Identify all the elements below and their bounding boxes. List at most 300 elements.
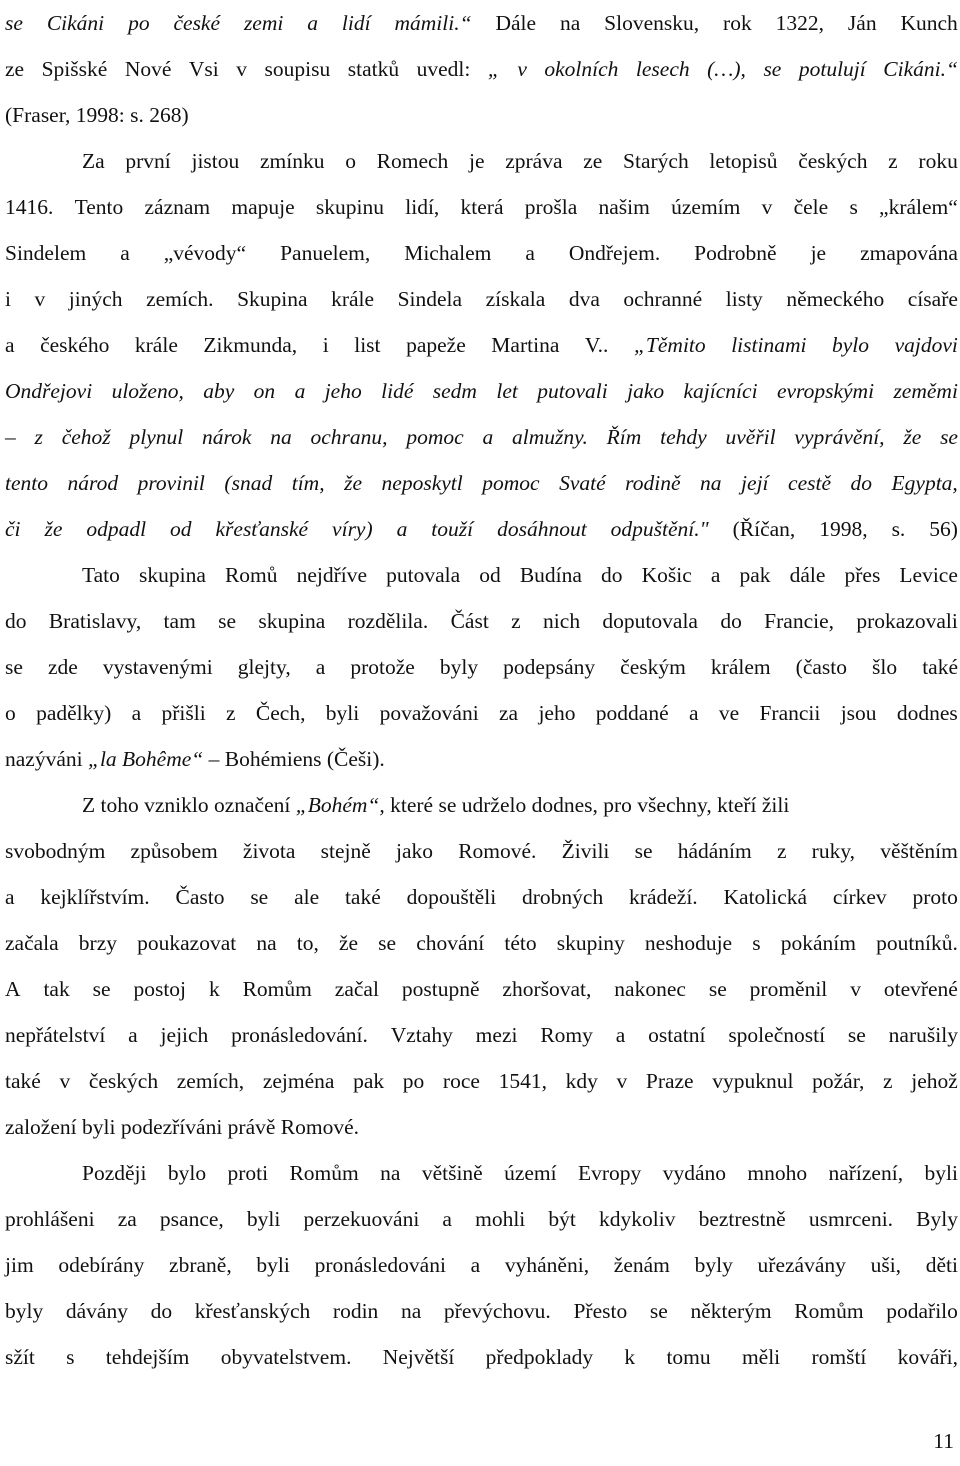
word: za — [499, 701, 519, 725]
word: kováři, — [897, 1345, 958, 1369]
word: dávány — [65, 1299, 128, 1323]
word: 1416. — [5, 195, 54, 219]
word: listy — [725, 287, 763, 311]
word: pak — [353, 1069, 385, 1093]
word: Dále — [495, 11, 537, 35]
text-line — [5, 552, 958, 598]
word: jejich — [160, 1023, 209, 1047]
word: měli — [741, 1345, 781, 1369]
word: bylo — [167, 1161, 207, 1185]
word: (…), — [707, 57, 746, 81]
word: byli — [246, 1207, 281, 1231]
word: okolních — [544, 57, 619, 81]
word: a — [525, 241, 535, 265]
word: Přesto — [573, 1299, 628, 1323]
word: protože — [350, 655, 415, 679]
word: a — [307, 11, 319, 35]
word: statků — [347, 57, 400, 81]
word: po — [128, 11, 150, 35]
word: v — [59, 1069, 71, 1093]
word: k — [208, 977, 220, 1001]
word: Levice — [899, 563, 958, 587]
word: na — [270, 425, 292, 449]
word: Vsi — [188, 57, 219, 81]
word: plynul — [129, 425, 184, 449]
text-line — [5, 322, 958, 368]
word: dodnes — [896, 701, 958, 725]
word: zmapována — [860, 241, 958, 265]
word: byli — [256, 1253, 290, 1277]
word: mezi — [475, 1023, 518, 1047]
word: mohli — [475, 1207, 526, 1231]
word: Podrobně — [694, 241, 777, 265]
text-line — [5, 0, 958, 46]
word: uvěřil — [725, 425, 776, 449]
word: A — [5, 977, 21, 1001]
word: tehdy — [660, 425, 707, 449]
word: také — [922, 655, 958, 679]
word: mnoho — [747, 1161, 808, 1185]
word: lidé — [381, 379, 414, 403]
word: zmínku — [259, 149, 325, 173]
word: ze — [5, 57, 25, 81]
word: Slovensku, — [604, 11, 700, 35]
word: jeho — [324, 379, 362, 403]
word: doputovala — [602, 609, 698, 633]
word: Romů — [224, 563, 278, 587]
word: listinami — [731, 333, 807, 357]
word: je — [810, 241, 827, 265]
word: zbraně, — [169, 1253, 232, 1277]
word: Často — [175, 885, 225, 909]
word: drobných — [522, 885, 604, 909]
text-line — [5, 1334, 958, 1380]
word: lesech — [635, 57, 690, 81]
word: že — [344, 471, 363, 495]
word: za — [117, 1207, 137, 1231]
word: se — [5, 655, 23, 679]
word: a — [5, 333, 15, 357]
document-page — [5, 0, 958, 1380]
word: v — [761, 195, 773, 219]
word: s — [66, 1345, 75, 1369]
word: Byly — [916, 1207, 958, 1231]
word: jeho — [538, 701, 576, 725]
word: vydáno — [662, 1161, 726, 1185]
word: soupisu — [264, 57, 331, 81]
text-line — [5, 782, 958, 828]
word: křesťanské — [215, 517, 309, 541]
word: proměnil — [749, 977, 828, 1001]
word: území — [504, 1161, 557, 1185]
word: nařízení, — [828, 1161, 904, 1185]
word: českého — [40, 333, 110, 357]
word: pronásledování. — [231, 1023, 368, 1047]
word: do — [850, 471, 873, 495]
word: „vévody“ — [163, 241, 247, 265]
word: stejně — [320, 839, 371, 863]
word: a — [131, 701, 142, 725]
word: o — [345, 149, 356, 173]
word: to, — [296, 931, 319, 955]
word: na — [700, 471, 722, 495]
word: od — [170, 517, 192, 541]
word: Ján — [847, 11, 877, 35]
word: a — [688, 701, 699, 725]
word: Bratislavy, — [48, 609, 142, 633]
word: obyvatelstvem. — [220, 1345, 352, 1369]
word: na — [559, 11, 581, 35]
word: byli — [325, 701, 360, 725]
word: z — [226, 701, 236, 725]
text-line — [5, 506, 958, 552]
word: krádeží. — [629, 885, 698, 909]
word: děti — [925, 1253, 958, 1277]
word: 56) — [929, 517, 958, 541]
word: podepsány — [503, 655, 596, 679]
word: mámili.“ — [394, 11, 472, 35]
word: že — [44, 517, 63, 541]
word: se — [378, 931, 397, 955]
word: 1541, — [498, 1069, 547, 1093]
word: v — [616, 1069, 628, 1093]
word: s — [849, 195, 858, 219]
word: poukazovat — [137, 931, 237, 955]
text-line — [5, 184, 958, 230]
word: rodině — [625, 471, 681, 495]
word: potulují — [798, 57, 866, 81]
word: ochranné — [623, 287, 703, 311]
word: Tato — [82, 563, 120, 587]
word: on — [253, 379, 276, 403]
word: Romům — [242, 977, 312, 1001]
text-line — [5, 828, 958, 874]
word: většině — [421, 1161, 483, 1185]
word: Starých — [623, 149, 689, 173]
word: skupina — [258, 609, 326, 633]
word: Ondřejovi — [5, 379, 93, 403]
word: (Říčan, — [732, 517, 796, 541]
word: začala — [5, 931, 59, 955]
word: Ondřejem. — [568, 241, 661, 265]
word: Část — [450, 609, 489, 633]
word: a — [710, 563, 721, 587]
word: Martina — [491, 333, 560, 357]
word: rodin — [332, 1299, 379, 1323]
word: života — [242, 839, 296, 863]
word: letopisů — [709, 149, 778, 173]
word: a — [128, 1023, 138, 1047]
word: list — [354, 333, 381, 357]
word: zeměmi — [893, 379, 958, 403]
word: neshoduje — [644, 931, 733, 955]
word: tím, — [291, 471, 325, 495]
word: Svaté — [559, 471, 606, 495]
word: předpoklady — [485, 1345, 594, 1369]
word: glejty, — [237, 655, 291, 679]
word: putovali — [537, 379, 608, 403]
word: Francii — [759, 701, 821, 725]
text-line — [5, 460, 958, 506]
word: v — [517, 57, 527, 81]
word: rozdělila. — [347, 609, 429, 633]
word: brzy — [78, 931, 117, 955]
word: z — [776, 839, 787, 863]
word: a — [482, 425, 494, 449]
word: která — [460, 195, 504, 219]
text-segment: Z toho vzniklo označení — [82, 793, 296, 817]
word: a — [294, 379, 306, 403]
word: ženám — [613, 1253, 670, 1277]
word: se — [649, 1299, 668, 1323]
text-line — [5, 414, 958, 460]
word: ostatní — [648, 1023, 706, 1047]
word: ale — [294, 885, 320, 909]
word: ze — [583, 149, 603, 173]
word: 1998, — [819, 517, 868, 541]
word: jehož — [911, 1069, 958, 1093]
word: první — [125, 149, 171, 173]
word: pomoc — [482, 471, 540, 495]
word: českých — [88, 1069, 159, 1093]
text-line — [5, 230, 958, 276]
word: skupiny — [556, 931, 625, 955]
word: i — [5, 287, 11, 311]
word: víry) — [332, 517, 373, 541]
text-line — [5, 1058, 958, 1104]
word: Nové — [124, 57, 172, 81]
word: Později — [82, 1161, 147, 1185]
word: dopouštěli — [406, 885, 497, 909]
word: sžít — [5, 1345, 35, 1369]
word: chování — [416, 931, 485, 955]
word: usmrceni. — [808, 1207, 894, 1231]
text-line — [5, 276, 958, 322]
word: provinil — [137, 471, 205, 495]
word: české — [173, 11, 221, 35]
word: prohlášeni — [5, 1207, 95, 1231]
word: vyprávění, — [794, 425, 885, 449]
word: „králem“ — [879, 195, 958, 219]
text-segment: které se udrželo dodnes, pro všechny, kteří žili — [384, 793, 790, 817]
word: nárok — [202, 425, 252, 449]
word: dva — [568, 287, 600, 311]
word: Praze — [645, 1069, 694, 1093]
word: vystavenými — [102, 655, 213, 679]
word: kejklířstvím. — [40, 885, 150, 909]
text-line — [5, 1196, 958, 1242]
word: perzekuováni — [303, 1207, 420, 1231]
word: lidí — [341, 11, 371, 35]
word: zemích, — [176, 1069, 245, 1093]
word: Skupina — [237, 287, 308, 311]
page-number: 11 — [933, 1429, 954, 1453]
word: byli — [924, 1161, 958, 1185]
word: z — [511, 609, 521, 633]
word: také — [344, 885, 381, 909]
word: z — [888, 149, 898, 173]
word: na — [380, 1161, 401, 1185]
word: a — [5, 885, 15, 909]
word: Čech, — [255, 701, 306, 725]
text-segment: – Bohémiens (Češi). — [203, 747, 385, 771]
word: 1322, — [775, 11, 824, 35]
word: podařilo — [886, 1299, 958, 1323]
word: pokáním — [780, 931, 856, 955]
word: se — [940, 425, 958, 449]
word: tam — [163, 609, 196, 633]
word: zemích. — [146, 287, 214, 311]
word: jako — [627, 379, 665, 403]
word: putovala — [386, 563, 461, 587]
word: Egypta, — [891, 471, 958, 495]
word: roce — [442, 1069, 480, 1093]
word: otevřené — [883, 977, 958, 1001]
word: způsobem — [130, 839, 218, 863]
word: Romy — [540, 1023, 593, 1047]
word: a — [615, 1023, 626, 1047]
word: uvedl: — [416, 57, 471, 81]
text-segment: založení byli podezříváni právě Romové. — [5, 1115, 360, 1139]
word: a — [470, 1253, 481, 1277]
word: či — [5, 517, 21, 541]
word: císaře — [907, 287, 958, 311]
word: získala — [485, 287, 546, 311]
word: poddané — [595, 701, 669, 725]
word: na — [256, 931, 277, 955]
text-line — [5, 920, 958, 966]
word: V.. — [584, 333, 609, 357]
word: kdy — [565, 1069, 598, 1093]
word: – — [5, 425, 16, 449]
word: že — [903, 425, 922, 449]
text-segment: nazýváni — [5, 747, 88, 771]
word: uloženo, — [111, 379, 184, 403]
word: do — [5, 609, 27, 633]
text-line — [5, 368, 958, 414]
word: církev — [832, 885, 887, 909]
word: svobodným — [5, 839, 106, 863]
word: roku — [918, 149, 958, 173]
word: Cikáni — [46, 11, 105, 35]
word: hádáním — [677, 839, 752, 863]
word: Romové. — [458, 839, 537, 863]
text-line — [5, 598, 958, 644]
word: se — [218, 609, 237, 633]
word: Řím — [606, 425, 642, 449]
text-line — [5, 736, 958, 782]
word: tomu — [666, 1345, 711, 1369]
word: Zikmunda, — [203, 333, 298, 357]
word: se — [92, 977, 111, 1001]
word: proti — [227, 1161, 269, 1185]
word: se — [847, 1023, 866, 1047]
text-line — [5, 644, 958, 690]
word: postupně — [401, 977, 480, 1001]
word: let — [496, 379, 518, 403]
word: přišli — [161, 701, 206, 725]
word: ochranu, — [310, 425, 388, 449]
word: ruky, — [811, 839, 856, 863]
word: uřezávány — [757, 1253, 846, 1277]
word: jiných — [68, 287, 123, 311]
word: pomoc — [406, 425, 464, 449]
word: Kunch — [900, 11, 958, 35]
word: ve — [718, 701, 740, 725]
word: uši, — [870, 1253, 902, 1277]
word: národ — [67, 471, 119, 495]
word: padělky) — [36, 701, 112, 725]
word: kdykoliv — [599, 1207, 676, 1231]
word: převýchovu. — [443, 1299, 551, 1323]
word: Za — [82, 149, 105, 173]
word: mapuje — [231, 195, 295, 219]
word: byly — [439, 655, 479, 679]
word: skupinu — [315, 195, 385, 219]
word: začal — [334, 977, 379, 1001]
word: králem — [710, 655, 771, 679]
word: k — [624, 1345, 636, 1369]
word: českých — [798, 149, 868, 173]
word: do — [601, 563, 623, 587]
word: v — [850, 977, 861, 1001]
word: lidí, — [405, 195, 440, 219]
word: tento — [5, 471, 48, 495]
word: prošla — [524, 195, 578, 219]
text-line — [5, 138, 958, 184]
word: do — [720, 609, 742, 633]
word: vyháněni, — [504, 1253, 590, 1277]
word: krále — [331, 287, 375, 311]
word: německého — [786, 287, 885, 311]
word: požár, — [812, 1069, 865, 1093]
word: poutníků. — [876, 931, 958, 955]
word: Vztahy — [390, 1023, 453, 1047]
word: psance, — [159, 1207, 224, 1231]
word: tak — [43, 977, 70, 1001]
word: beztrestně — [698, 1207, 786, 1231]
word: Sindelem — [5, 241, 87, 265]
word: narušily — [888, 1023, 958, 1047]
word: věštěním — [880, 839, 958, 863]
word: šlo — [872, 655, 898, 679]
text-line — [5, 874, 958, 920]
word: byly — [5, 1299, 44, 1323]
word: Košic — [641, 563, 692, 587]
word: Katolická — [723, 885, 808, 909]
word: „ — [487, 57, 500, 81]
word: je — [469, 149, 485, 173]
word: postoj — [133, 977, 187, 1001]
word: papeže — [406, 333, 466, 357]
word: některým — [690, 1299, 772, 1323]
word: a — [396, 517, 408, 541]
word: se — [5, 11, 23, 35]
text-line — [5, 1242, 958, 1288]
word: Francie, — [764, 609, 834, 633]
word: o — [5, 701, 16, 725]
word: (snad — [224, 471, 273, 495]
word: Romům — [289, 1161, 359, 1185]
word: Spišské — [41, 57, 108, 81]
word: Největší — [382, 1345, 455, 1369]
body-text — [5, 0, 958, 1380]
word: sedm — [432, 379, 477, 403]
word: jako — [395, 839, 434, 863]
word: zejména — [262, 1069, 335, 1093]
word: křesťanských — [194, 1299, 311, 1323]
word: bylo — [832, 333, 870, 357]
